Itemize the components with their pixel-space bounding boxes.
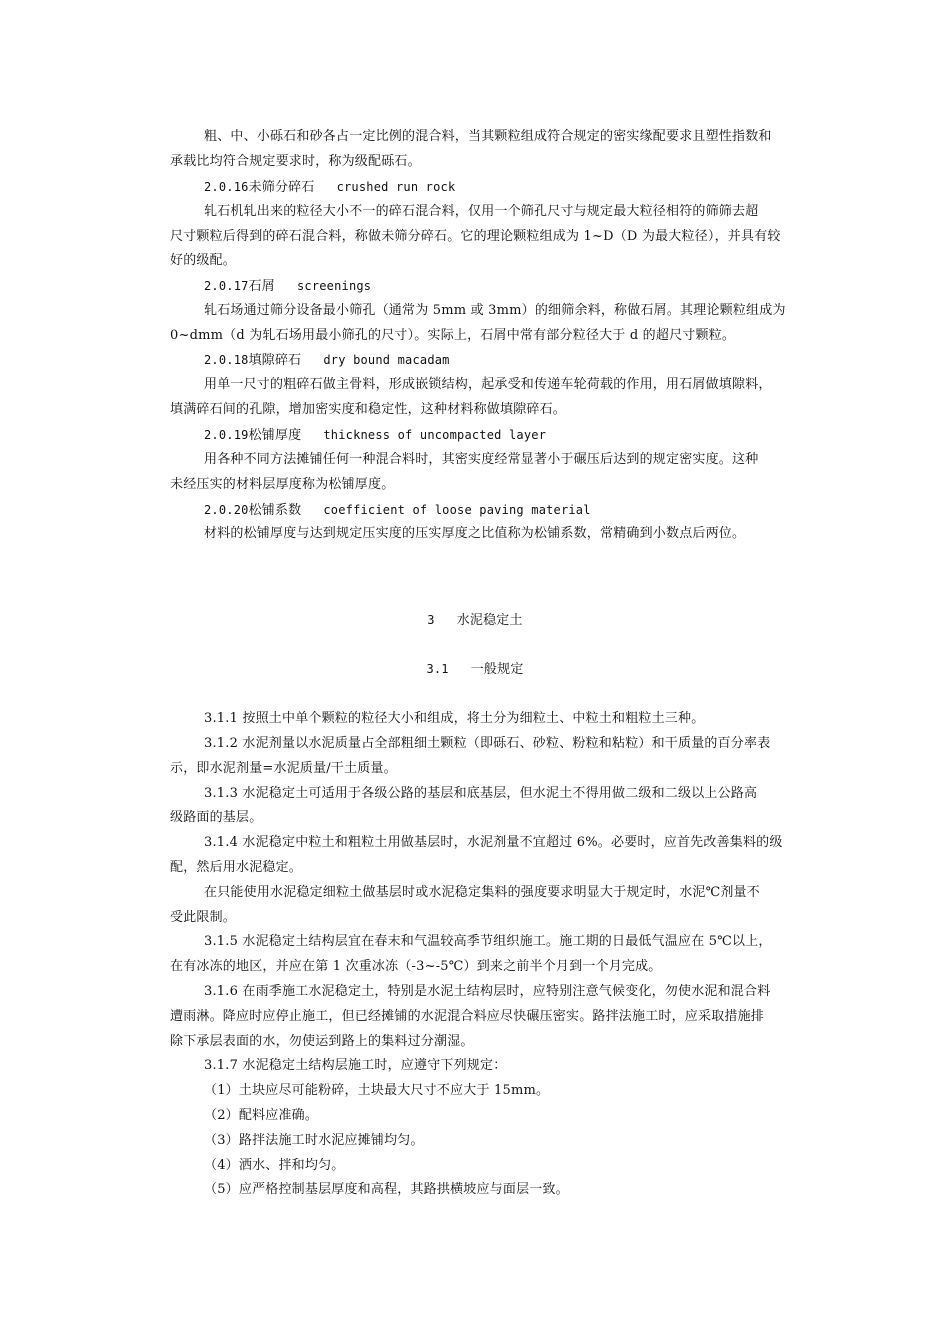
clause-3-1-3: 3.1.3 水泥稳定土可适用于各级公路的基层和底基层，但水泥土不得用做二级和二级以上公路高 (204, 786, 758, 801)
term-chinese: 未筛分碎石 (248, 180, 315, 195)
term-number: 2.0.17 (204, 279, 249, 293)
section-title: 一般规定 (470, 662, 524, 677)
clause-3-1-6: 3.1.6 在雨季施工水泥稳定土，特别是水泥土结构层时，应特别注意气候变化，勿使水泥和混合料 (204, 984, 771, 999)
term-heading-2-0-17 (204, 278, 371, 295)
paragraph-line: 受此限制。 (170, 910, 237, 925)
paragraph-line: 尺寸颗粒后得到的碎石混合料，称做未筛分碎石。它的理论颗粒组成为 1~D（D 为最大粒径），并具有较 (170, 229, 781, 244)
paragraph-line: 级路面的基层。 (170, 810, 263, 825)
chapter-heading (0, 612, 950, 629)
term-english: crushed run rock (336, 180, 456, 194)
list-item: （4）洒水、拌和均匀。 (204, 1158, 345, 1173)
term-heading-2-0-18 (204, 352, 450, 369)
paragraph-line: 配，然后用水泥稳定。 (170, 860, 303, 875)
paragraph-line: 在有冰冻的地区，并应在第 1 次重冰冻（-3~-5℃）到来之前半个月到一个月完成。 (170, 959, 662, 974)
paragraph-line: 承载比均符合规定要求时，称为级配砾石。 (170, 154, 421, 169)
list-item: （5）应严格控制基层厚度和高程，其路拱横坡应与面层一致。 (204, 1182, 569, 1197)
paragraph-line: 在只能使用水泥稳定细粒土做基层时或水泥稳定集料的强度要求明显大于规定时，水泥℃剂量不 (204, 885, 760, 900)
paragraph-line: 用各种不同方法摊铺任何一种混合料时，其密实度经常显著小于碾压后达到的规定密实度。这种 (204, 452, 759, 467)
term-heading-2-0-20 (204, 502, 591, 519)
clause-3-1-5: 3.1.5 水泥稳定土结构层宜在春末和气温较高季节组织施工。施工期的日最低气温应在 5℃以上， (204, 934, 772, 949)
term-english: screenings (296, 279, 372, 293)
paragraph-line: 轧石机轧出来的粒径大小不一的碎石混合料，仅用一个筛孔尺寸与规定最大粒径相符的筛筛去超 (204, 204, 759, 219)
term-english: dry bound macadam (323, 353, 450, 367)
paragraph-line: 用单一尺寸的粗碎石做主骨料，形成嵌锁结构，起承受和传递车轮荷载的作用，用石屑做填隙料， (204, 377, 772, 392)
term-heading-2-0-16 (204, 179, 455, 196)
paragraph-line: 填满碎石间的孔隙，增加密实度和稳定性，这种材料称做填隙碎石。 (170, 402, 567, 417)
clause-3-1-1: 3.1.1 按照土中单个颗粒的粒径大小和组成，将土分为细粒土、中粒土和粗粒土三种。 (204, 711, 705, 726)
chapter-title: 水泥稳定土 (456, 613, 523, 628)
term-english: coefficient of loose paving material (323, 503, 591, 517)
term-number: 2.0.20 (204, 503, 249, 517)
term-chinese: 填隙碎石 (248, 353, 302, 368)
paragraph-line: 遭雨淋。降应时应停止施工，但已经摊铺的水泥混合料应尽快碾压密实。路拌法施工时，应采取措施排 (170, 1009, 765, 1024)
term-chinese: 松铺系数 (248, 503, 302, 518)
term-number: 2.0.16 (204, 180, 249, 194)
list-item: （1）土块应尽可能粉碎，土块最大尺寸不应大于 15mm。 (204, 1083, 550, 1098)
list-item: （2）配料应准确。 (204, 1108, 319, 1123)
clause-3-1-2: 3.1.2 水泥剂量以水泥质量占全部粗细土颗粒（即砾石、砂粒、粉粒和粘粒）和干质量的百分率表 (204, 736, 771, 751)
term-number: 2.0.18 (204, 353, 249, 367)
term-english: thickness of uncompacted layer (323, 428, 547, 442)
section-number: 3.1 (426, 662, 449, 676)
paragraph-line: 粗、中、小砾石和砂各占一定比例的混合料，当其颗粒组成符合规定的密实缘配要求且塑性指数和 (204, 129, 772, 144)
chapter-number: 3 (427, 613, 435, 627)
paragraph-line: 轧石场通过筛分设备最小筛孔（通常为 5mm 或 3mm）的细筛余料，称做石屑。其理论颗粒组成为 (204, 303, 786, 318)
term-heading-2-0-19 (204, 427, 546, 444)
clause-3-1-4: 3.1.4 水泥稳定中粒土和粗粒土用做基层时，水泥剂量不宜超过 6%。必要时，应首先改善集料的级 (204, 835, 783, 850)
term-chinese: 石屑 (248, 279, 275, 294)
term-number: 2.0.19 (204, 428, 249, 442)
list-item: （3）路拌法施工时水泥应摊铺均匀。 (204, 1133, 424, 1148)
paragraph-line: 0~dmm（d 为轧石场用最小筛孔的尺寸）。实际上，石屑中常有部分粒径大于 d 的超尺寸颗粒。 (170, 328, 736, 343)
paragraph-line: 示，即水泥剂量=水泥质量/干土质量。 (170, 761, 397, 776)
paragraph-line: 除下承层表面的水，勿使运到路上的集料过分潮湿。 (170, 1034, 474, 1049)
paragraph-line: 好的级配。 (170, 253, 237, 268)
paragraph-line: 材料的松铺厚度与达到规定压实度的压实厚度之比值称为松铺系数，常精确到小数点后两位。 (204, 526, 746, 541)
clause-3-1-7: 3.1.7 水泥稳定土结构层施工时，应遵守下列规定： (204, 1058, 507, 1073)
term-chinese: 松铺厚度 (248, 428, 302, 443)
paragraph-line: 未经压实的材料层厚度称为松铺厚度。 (170, 477, 395, 492)
section-heading (0, 661, 950, 678)
